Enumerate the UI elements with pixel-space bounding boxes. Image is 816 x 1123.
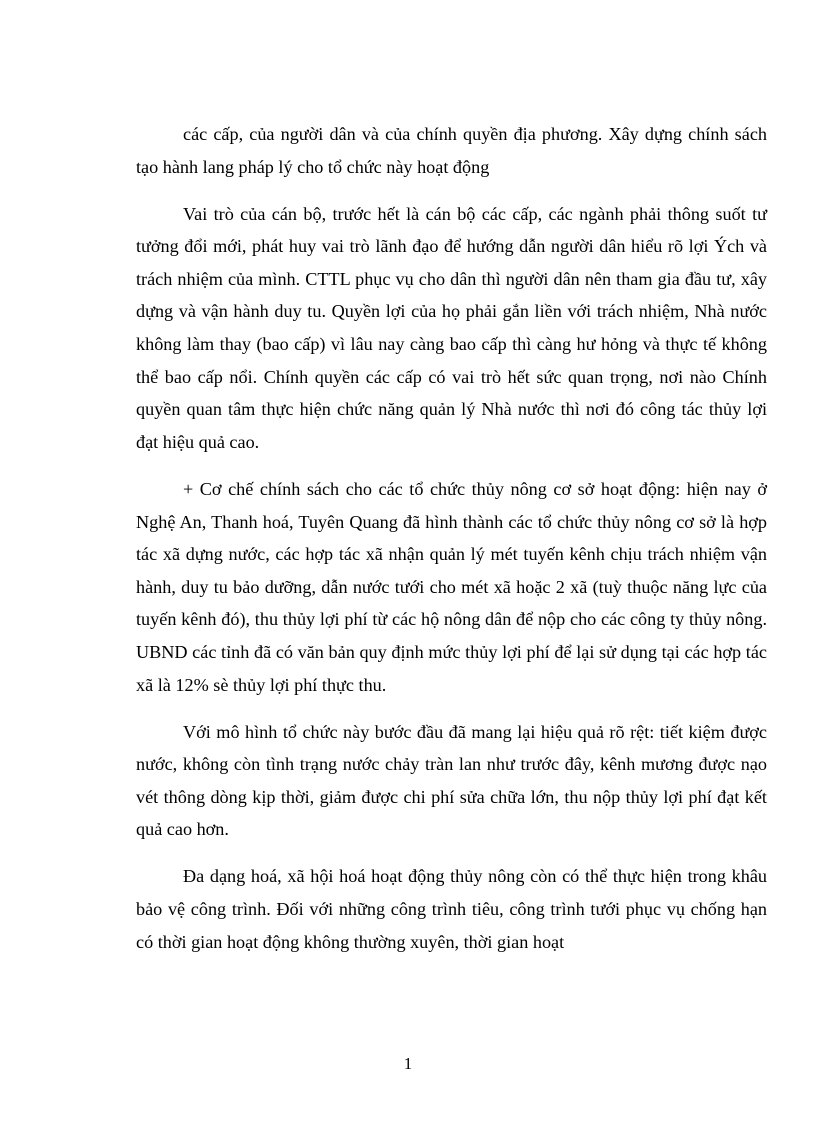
paragraph-continuation: các cấp, của người dân và của chính quyền địa phương. Xây dựng chính sách tạo hành lang pháp lý cho tổ chức này hoạt động (136, 124, 767, 177)
paragraph-policy-mechanism: + Cơ chế chính sách cho các tổ chức thủy nông cơ sở hoạt động: hiện nay ở Nghệ An, Thanh hoá, Tuyên Quang đã hình thành các tổ chức thủy nông cơ sở là hợp tác xã dựng nước, các hợp tác xã nhận quản lý mét tuyến kênh chịu trách nhiệm vận hành, duy tu bảo dưỡng, dẫn nước tưới cho mét xã hoặc 2 xã (tuỳ thuộc năng lực của tuyến kênh đó), thu thủy lợi phí từ các hộ nông dân để nộp cho các công ty thủy nông. UBND các tỉnh đã có văn bản quy định mức thủy lợi phí để lại sử dụng tại các hợp tác xã là 12% sè thủy lợi phí thực thu. (136, 478, 767, 695)
document-body (136, 118, 767, 973)
page-number: 1 (403, 1054, 413, 1073)
paragraph-model-results: Với mô hình tổ chức này bước đầu đã mang lại hiệu quả rõ rệt: tiết kiệm được nước, không còn tình trạng nước chảy tràn lan như trước đây, kênh mương được nạo vét thông dòng kịp thời, giảm được chi phí sửa chữa lớn, thu nộp thủy lợi phí đạt kết quả cao hơn. (136, 721, 767, 840)
paragraph-diversification: Đa dạng hoá, xã hội hoá hoạt động thủy nông còn có thể thực hiện trong khâu bảo vệ công trình. Đối với những công trình tiêu, công trình tưới phục vụ chống hạn có thời gian hoạt động không thường xuyên, thời gian hoạt (136, 866, 767, 952)
paragraph-role-of-officials: Vai trò của cán bộ, trước hết là cán bộ các cấp, các ngành phải thông suốt tư tưởng đổi mới, phát huy vai trò lãnh đạo để hướng dẫn người dân hiểu rõ lợi Ých và trách nhiệm của mình. CTTL phục vụ cho dân thì người dân nên tham gia đầu tư, xây dựng và vận hành duy tu. Quyền lợi của họ phải gắn liền với trách nhiệm, Nhà nước không làm thay (bao cấp) vì lâu nay càng bao cấp thì càng hư hỏng và thực tế không thể bao cấp nổi. Chính quyền các cấp có vai trò hết sức quan trọng, nơi nào Chính quyền quan tâm thực hiện chức năng quản lý Nhà nước thì nơi đó công tác thủy lợi đạt hiệu quả cao. (136, 203, 767, 452)
